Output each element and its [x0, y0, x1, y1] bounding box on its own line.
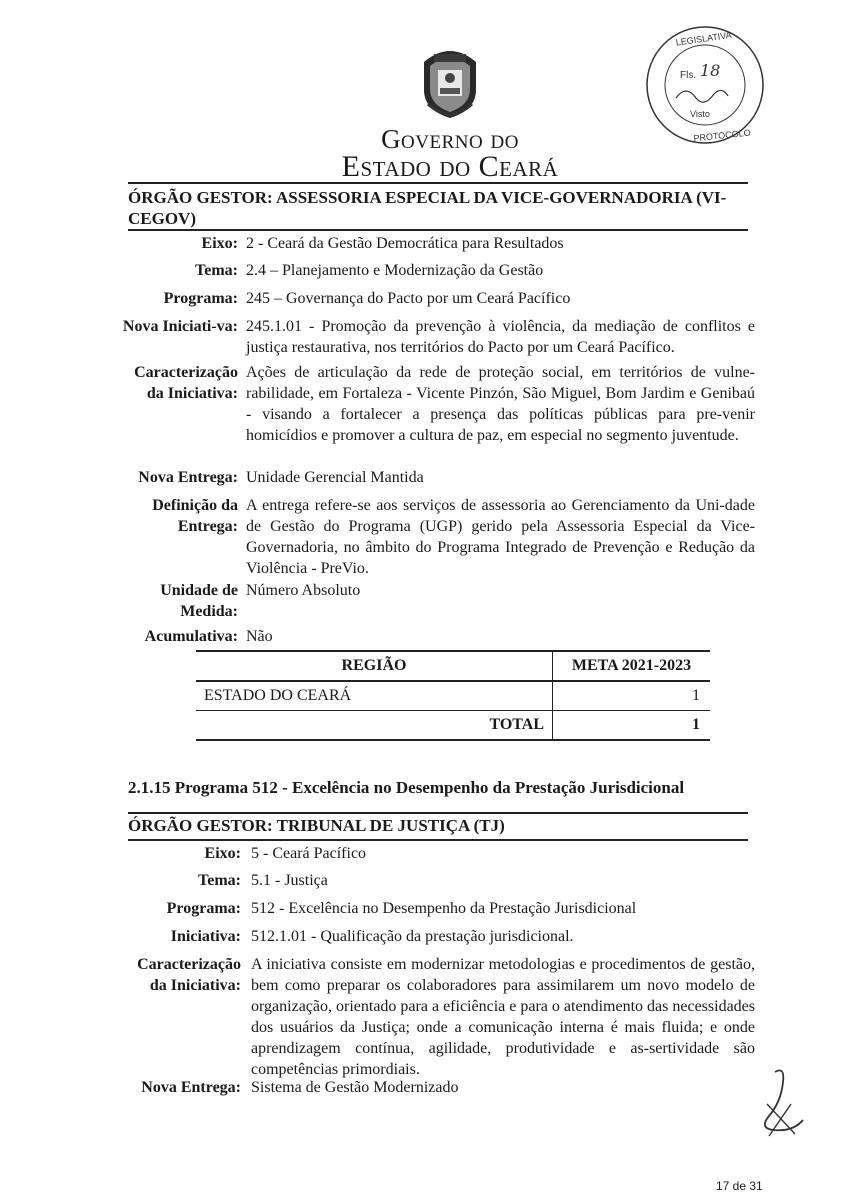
field-value: Unidade Gerencial Mantida: [246, 469, 424, 486]
section-title: 2.1.15 Programa 512 - Excelência no Desempenho da Prestação Jurisdicional: [128, 778, 685, 797]
field-label: Tema:: [198, 872, 241, 889]
field-label: Programa:: [166, 900, 241, 917]
org-heading-rule-bottom: [128, 839, 748, 841]
field-label: Programa:: [163, 290, 238, 307]
field-value: Não: [246, 628, 273, 645]
field-label: Unidade de Medida:: [160, 582, 238, 620]
field-label: Tema:: [195, 262, 238, 279]
table-header-regiao: REGIÃO: [196, 652, 553, 680]
field-value: 2.4 – Planejamento e Modernização da Gestão: [246, 262, 544, 279]
field-value: 5.1 - Justiça: [251, 872, 328, 889]
field-value: A entrega refere-se aos serviços de assessoria ao Gerenciamento da Uni-dade de Gestão do Programa (UGP) gerido pela Assessoria Especial da Vice-Governadoria, no âmbito do Programa Integrado de Prevenção e Redução da Violência - PreVio.: [246, 497, 755, 577]
table-total-label: TOTAL: [196, 711, 553, 739]
field-value: 245.1.01 - Promoção da prevenção à violência, da mediação de conflitos e justiça restaurativa, nos territórios do Pacto por um Ceará Pacífico.: [246, 318, 755, 356]
table-cell-meta: 1: [692, 687, 700, 704]
field-value: 2 - Ceará da Gestão Democrática para Resultados: [246, 235, 564, 252]
field-label: Caracterização da Iniciativa:: [134, 364, 238, 402]
stamp-fls-label: Fls.: [680, 70, 697, 81]
svg-text:LEGISLATIVA: LEGISLATIVA: [675, 29, 733, 48]
field-value: Ações de articulação da rede de proteção social, em territórios de vulne-rabilidade, em Fortaleza - Vicente Pinzón, São Miguel, Bom Jardim e Genibaú - visando a fortalecer a presença das políticas públicas para pre-venir homicídios e promover a cultura de paz, em especial no segmento juventude.: [246, 364, 755, 444]
page-number: 17 de 31: [716, 1179, 763, 1193]
table-total-value: 1: [692, 716, 700, 733]
org-heading-vicegov: ÓRGÃO GESTOR: ASSESSORIA ESPECIAL DA VICE-GOVERNADORIA (VI-CEGOV): [128, 188, 727, 228]
table-header-meta: META 2021-2023: [571, 657, 692, 674]
table-row: [196, 682, 710, 711]
stamp-fls-value: 18: [700, 61, 721, 80]
stamp-protocol-text: PROTOCOLO: [693, 127, 752, 144]
header-divider: [128, 182, 748, 184]
field-label: Caracterização da Iniciativa:: [137, 956, 241, 994]
field-label: Eixo:: [204, 845, 241, 862]
field-value: A iniciativa consiste em modernizar metodologias e procedimentos de gestão, bem como preparar os colaboradores para assimilarem um novo modelo de organização, orientado para a eficiência e para o atendimento das necessidades dos usuários da Justiça; onde a comunicação interna é mais fluida; e onde aprendizagem contínua, agilidade, produtividade e as-sertividade são competências primordiais.: [251, 956, 755, 1078]
field-label: Nova Entrega:: [138, 469, 238, 486]
field-label: Acumulativa:: [144, 628, 238, 645]
field-label: Definição da Entrega:: [152, 497, 238, 535]
handwritten-initials: [745, 1064, 815, 1144]
field-label: Nova Entrega:: [141, 1079, 241, 1096]
org-heading-rule-top: [128, 812, 748, 814]
field-value: 5 - Ceará Pacífico: [251, 845, 367, 862]
field-value: Número Absoluto: [246, 582, 361, 599]
table-cell-regiao: ESTADO DO CEARÁ: [196, 682, 553, 710]
stamp-visto-label: Visto: [690, 109, 710, 119]
coat-of-arms-icon: [414, 44, 486, 120]
field-value: 512 - Excelência no Desempenho da Prestação Jurisdicional: [251, 900, 637, 917]
field-label: Iniciativa:: [170, 928, 241, 945]
field-value: Sistema de Gestão Modernizado: [251, 1079, 459, 1096]
field-label: Nova Iniciati-va:: [122, 318, 238, 335]
table-header-row: [196, 650, 710, 682]
field-label: Eixo:: [201, 235, 238, 252]
table-total-row: [196, 711, 710, 741]
org-heading-tj: ÓRGÃO GESTOR: TRIBUNAL DE JUSTIÇA (TJ): [128, 816, 505, 835]
government-title-line2: Estado do Ceará: [341, 150, 559, 183]
goals-table: [196, 650, 710, 741]
org-heading-rule: [128, 229, 748, 231]
field-value: 512.1.01 - Qualificação da prestação jurisdicional.: [251, 928, 574, 945]
protocol-stamp: [640, 20, 770, 150]
government-title-line1: Governo do: [381, 124, 519, 154]
field-value: 245 – Governança do Pacto por um Ceará Pacífico: [246, 290, 571, 307]
